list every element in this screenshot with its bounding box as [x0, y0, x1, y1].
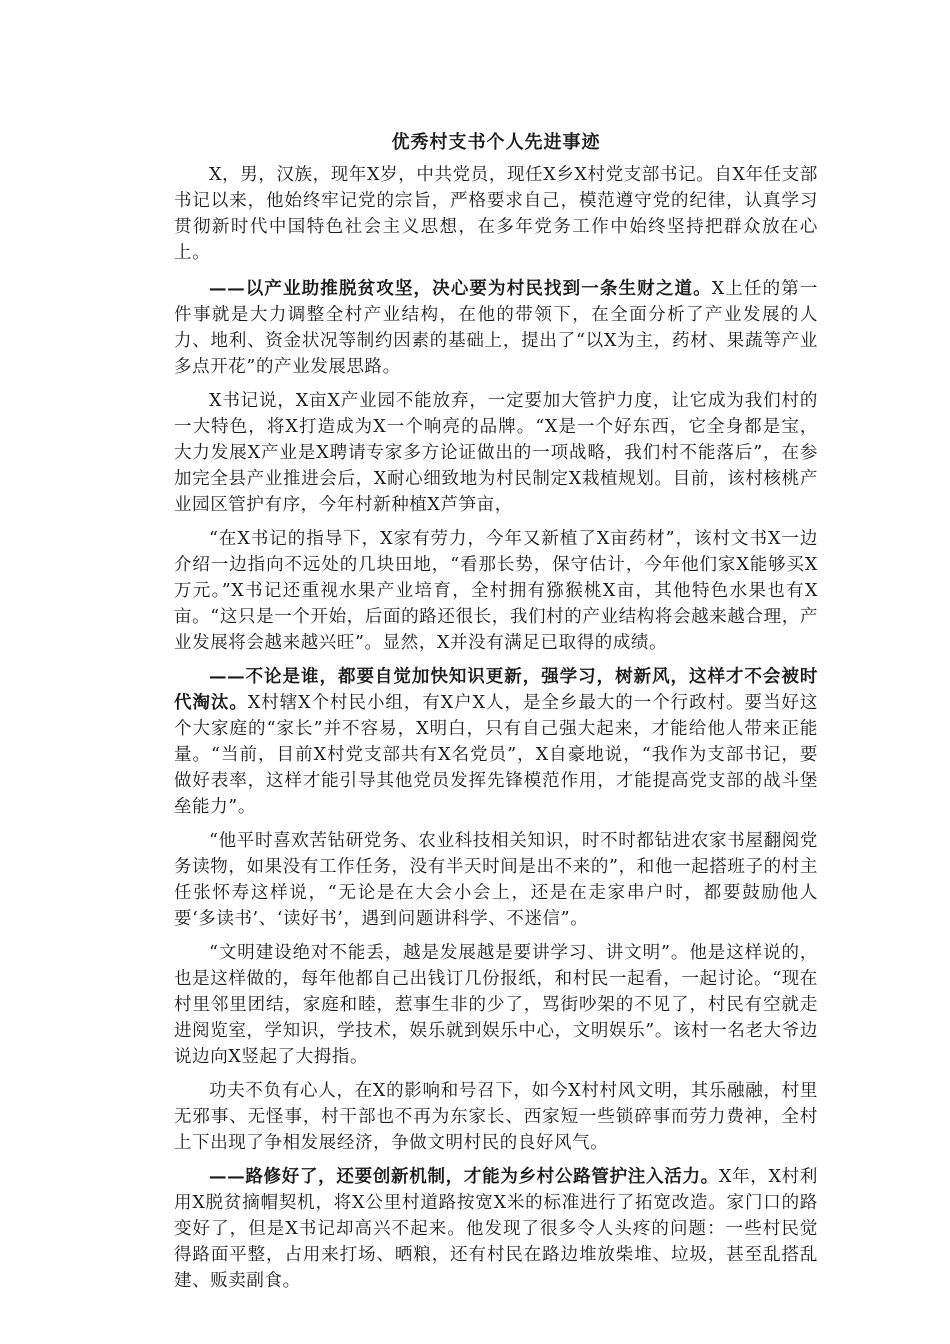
paragraph-text: 功夫不负有心人，在X的影响和号召下，如今X村村风文明，其乐融融，村里无邪事、无怪事，村干部也不再为东家长、西家短一些锁碎事而劳力费神，全村上下出现了争相发展经济，争做文明村民的良好风气。 — [174, 1081, 818, 1153]
paragraph-text: X书记说，X亩X产业园不能放弃，一定要加大管护力度，让它成为我们村的一大特色，将X打造成为X一个响亮的品牌。“X是一个好东西，它全身都是宝，大力发展X产业是X聘请专家多方论证做出的一项战略，我们村不能落后”，在参加完全县产业推进会后，X耐心细致地为村民制定X栽植规划。目前，该村核桃产业园区管护有序，今年村新种植X芦笋亩， — [174, 391, 818, 515]
paragraph-4 — [174, 526, 818, 656]
paragraph-text: “他平时喜欢苦钻研党务、农业科技相关知识，时不时都钻进农家书屋翻阅党务读物，如果没有工作任务，没有半天时间是出不来的”，和他一起搭班子的村主任张怀寿这样说，“无论是在大会小会上，还是在走家串户时，都要鼓励他人要‘多读书’、‘读好书’，遇到问题讲科学、不迷信”。 — [174, 831, 818, 929]
paragraph-text: X，男，汉族，现年X岁，中共党员，现任X乡X村党支部书记。自X年任支部书记以来，他始终牢记党的宗旨，严格要求自己，模范遵守党的纪律，认真学习贯彻新时代中国特色社会主义思想，在多年党务工作中始终坚持把群众放在心上。 — [174, 165, 818, 263]
paragraph-lead: ——不论是谁，都要自觉加快知识更新，强学习，树新风，这样才不会被时代淘汰。 — [174, 667, 818, 713]
paragraph-lead: ——以产业助推脱贫攻坚，决心要为村民找到一条生财之道。 — [209, 279, 712, 299]
paragraph-lead: ——路修好了，还要创新机制，才能为乡村公路管护注入活力。 — [209, 1167, 719, 1187]
paragraph-text: “在X书记的指导下，X家有劳力，今年又新植了X亩药材”，该村文书X一边介绍一边指向不远处的几块田地，“看那长势，保守估计，今年他们家X能够买X万元。”X书记还重视水果产业培育，全村拥有猕猴桃X亩，其他特色水果也有X亩。“这只是一个开始，后面的路还很长，我们村的产业结构将会越来越合理，产业发展将会越来越兴旺”。显然，X并没有满足已取得的成绩。 — [174, 529, 818, 653]
paragraph-1 — [174, 162, 818, 266]
document-title: 优秀村支书个人先进事迹 — [391, 132, 601, 153]
paragraph-3 — [174, 388, 818, 518]
paragraph-2 — [174, 276, 818, 380]
document-page — [174, 130, 818, 1302]
paragraph-5 — [174, 664, 818, 820]
paragraph-9 — [174, 1164, 818, 1294]
paragraph-7 — [174, 940, 818, 1070]
paragraph-6 — [174, 828, 818, 932]
paragraph-text: X村辖X个村民小组，有X户X人，是全乡最大的一个行政村。要当好这个大家庭的“家长”并不容易，X明白，只有自己强大起来，才能给他人带来正能量。“当前，目前X村党支部共有X名党员”，X自豪地说，“我作为支部书记，要做好表率，这样才能引导其他党员发挥先锋模范作用，才能提高党支部的战斗堡垒能力”。 — [174, 693, 818, 817]
paragraph-text: X上任的第一件事就是大力调整全村产业结构，在他的带领下，在全面分析了产业发展的人力、地利、资金状况等制约因素的基础上，提出了“以X为主，药材、果蔬等产业多点开花”的产业发展思路。 — [174, 279, 818, 377]
paragraph-text: “文明建设绝对不能丢，越是发展越是要讲学习、讲文明”。他是这样说的，也是这样做的，每年他都自己出钱订几份报纸，和村民一起看，一起讨论。“现在村里邻里团结，家庭和睦，惹事生非的少了，骂街吵架的不见了，村民有空就走进阅览室，学知识，学技术，娱乐就到娱乐中心，文明娱乐”。该村一名老大爷边说边向X竖起了大拇指。 — [174, 943, 818, 1067]
paragraph-8 — [174, 1078, 818, 1156]
paragraph-text: X年，X村利用X脱贫摘帽契机，将X公里村道路按宽X米的标准进行了拓宽改造。家门口的路变好了，但是X书记却高兴不起来。他发现了很多令人头疼的问题：一些村民觉得路面平整，占用来打场、晒粮，还有村民在路边堆放柴堆、垃圾，甚至乱搭乱建、贩卖副食。 — [174, 1167, 818, 1291]
